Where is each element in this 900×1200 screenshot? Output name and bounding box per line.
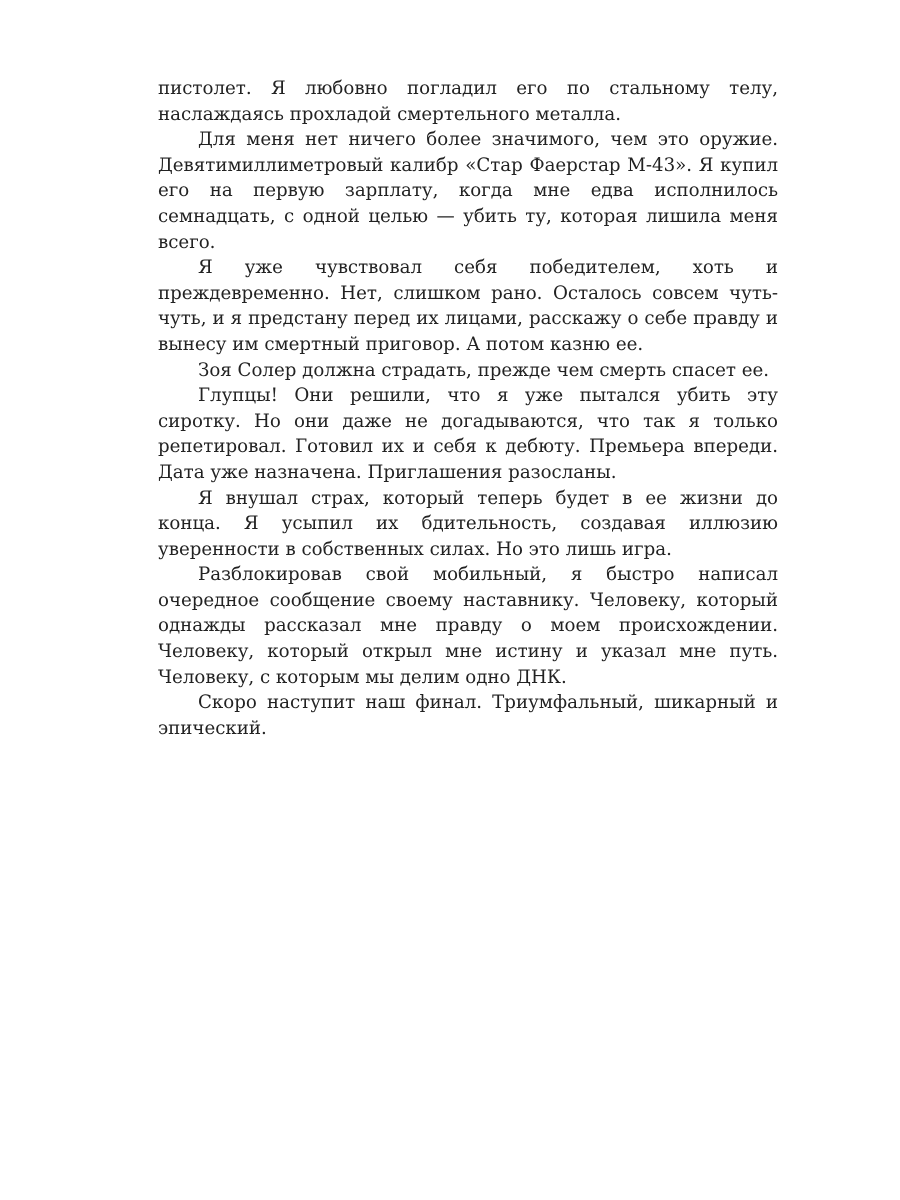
paragraph-continuation: пистолет. Я любовно погладил его по стальному телу, наслаждаясь прохладой смертельного металла. [158, 78, 778, 125]
paragraph: Я внушал страх, который теперь будет в ее жизни до конца. Я усыпил их бдительность, создавая иллюзию уверенности в собственных силах. Но это лишь игра. [158, 487, 778, 560]
paragraph: Скоро наступит наш финал. Триумфальный, шикарный и эпический. [158, 692, 778, 739]
page-body [158, 76, 778, 741]
paragraph: Я уже чувствовал себя победителем, хоть и преждевременно. Нет, слишком рано. Осталось совсем чуть-чуть, и я предстану перед их лицами, расскажу о себе правду и вынесу им смертный приговор. А потом казню ее. [158, 257, 778, 355]
paragraph: Глупцы! Они решили, что я уже пытался убить эту сиротку. Но они даже не догадываются, что так я только репетировал. Готовил их и себя к дебюту. Премьера впереди. Дата уже назначена. Приглашения разосланы. [158, 385, 778, 483]
paragraph: Разблокировав свой мобильный, я быстро написал очередное сообщение своему наставнику. Человеку, который однажды рассказал мне правду о моем происхождении. Человеку, который открыл мне истину и указал мне путь. Человеку, с которым мы делим одно ДНК. [158, 564, 778, 688]
paragraph: Зоя Солер должна страдать, прежде чем смерть спасет ее. [198, 359, 770, 381]
paragraph: Для меня нет ничего более значимого, чем это оружие. Девятимиллиметровый калибр «Стар Фаерстар М-43». Я купил его на первую зарплату, когда мне едва исполнилось семнадцать, с одной целью — убить ту, которая лишила меня всего. [158, 129, 778, 253]
